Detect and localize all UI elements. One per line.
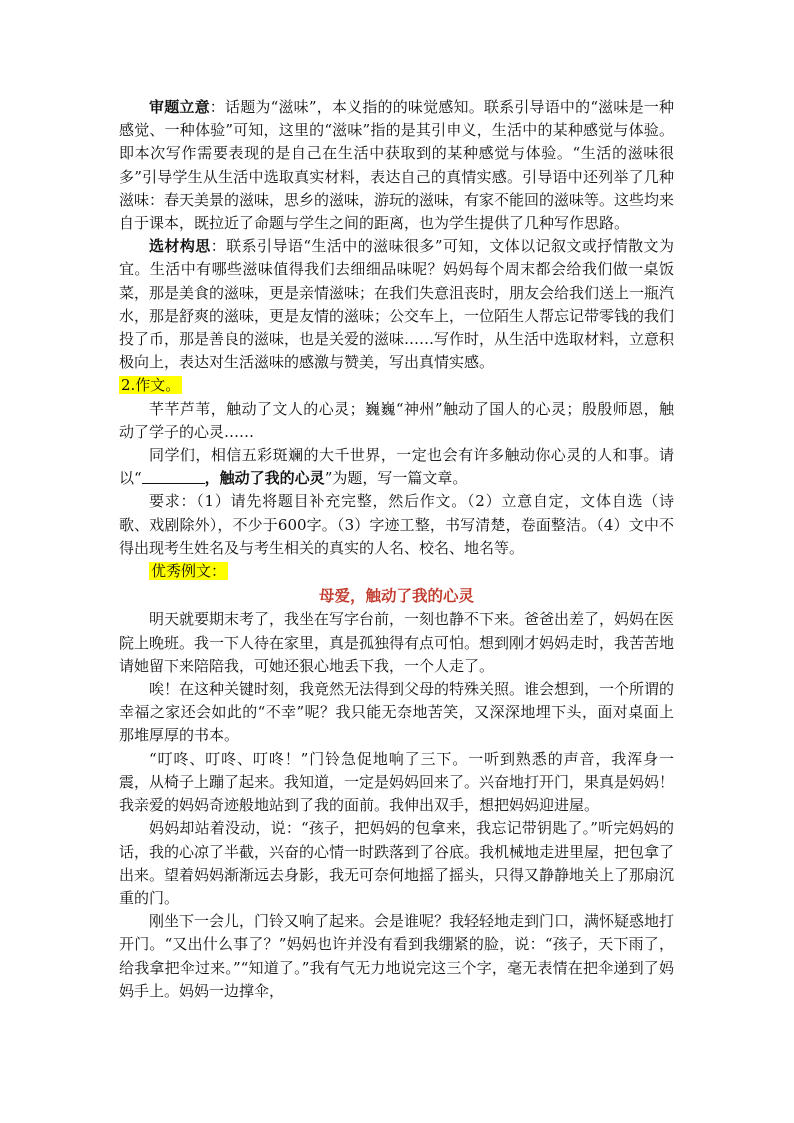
prompt-after: ”为题，写一篇文章。 (324, 469, 468, 488)
essay-paragraph: 唉！在这种关键时刻，我竟然无法得到父母的特殊关照。谁会想到，一个所谓的幸福之家还会如此的“不幸”呢？我只能无奈地苦笑，又深深地埋下头，面对桌面上那堆厚厚的书本。 (119, 680, 675, 745)
prompt-before: 同学们，相信五彩斑斓的大千世界，一定也会有许多触动你心灵的人和事。请以“ (119, 446, 674, 488)
xuancai-text: ：联系引导语“生活中的滋味很多”可知，文体以记叙文或抒情散文为宜。生活中有哪些滋味值得我们去细细品味呢？妈妈每个周末都会给我们做一桌饭菜，那是美食的滋味，更是亲情滋味；在我们失意沮丧时，朋友会给我们送上一瓶汽水，那是舒爽的滋味，更是友情的滋味；公交车上，一位陌生人帮忘记带零钱的我们投了币，那是善良的滋味，也是关爱的滋味……写作时，从生活中选取材料，立意积极向上，表达对生活滋味的感激与赞美，写出真情实感。 (119, 237, 675, 372)
essay-paragraph: 妈妈却站着没动，说：“孩子，把妈妈的包拿来，我忘记带钥匙了。”听完妈妈的话，我的心凉了半截，兴奋的心情一时跌落到了谷底。我机械地走进里屋，把包拿了出来。望着妈妈渐渐远去身影，我无可奈何地摇了摇头，只得又静静地关上了那扇沉重的门。 (119, 819, 675, 907)
shenti-paragraph (119, 96, 674, 235)
section2-requirements: 要求：（1）请先将题目补充完整，然后作文。（2）立意自定，文体自选（诗歌、戏剧除外），不少于600字。（3）字迹工整，书写清楚，卷面整洁。（4）文中不得出现考生姓名及与考生相关的真实的人名、校名、地名等。 (119, 492, 674, 557)
xuancai-paragraph (119, 235, 674, 374)
section2-intro: 芊芊芦苇，触动了文人的心灵；巍巍“神州”触动了国人的心灵；殷殷师恩，触动了学子的心灵…… (119, 399, 674, 441)
essay-paragraph: 明天就要期末考了，我坐在写字台前，一刻也静不下来。爸爸出差了，妈妈在医院上晚班。我一下人待在家里，真是孤独得有点可怕。想到刚才妈妈走时，我苦苦地请她留下来陪陪我，可她还狠心地丢下我，一个人走了。 (119, 610, 675, 675)
section2-heading-line (119, 374, 674, 397)
shenti-label: 审题立意 (149, 98, 210, 116)
xuancai-label: 选材构思 (149, 237, 211, 256)
prompt-title: ，触动了我的心灵 (204, 469, 325, 488)
title-blank (142, 469, 205, 484)
essay-paragraph: “叮咚、叮咚、叮咚！”门铃急促地响了三下。一听到熟悉的声音，我浑身一震，从椅子上蹦了起来。我知道，一定是妈妈回来了。兴奋地打开门，果真是妈妈！我亲爱的妈妈奇迹般地站到了我的面前。我伸出双手，想把妈妈迎进屋。 (119, 749, 675, 815)
example-label: 优秀例文： (151, 562, 227, 581)
essay-paragraph: 刚坐下一会儿，门铃又响了起来。会是谁呢？我轻轻地走到门口，满怀疑惑地打开门。“又出什么事了？”妈妈也许并没有看到我绷紧的脸，说：“孩子，天下雨了，给我拿把伞过来。”“知道了。”我有气无力地说完这三个字，毫无表情在把伞递到了妈妈手上。妈妈一边撑伞， (119, 912, 675, 1000)
section2-prompt (119, 444, 674, 490)
essay-title: 母爱，触动了我的心灵 (318, 586, 474, 606)
example-label-line (119, 560, 674, 583)
shenti-text: ：话题为“滋味”，本义指的的味觉感知。联系引导语中的“滋味是一种感觉、一种体验”可知，这里的“滋味”指的是其引申义，生活中的某种感觉与体验。即本次写作需要表现的是自己在生活中获取到的某种感觉与体验。“生活的滋味很多”引导学生从生活中选取真实材料，表达自己的真情实感。引导语中还列举了几种滋味：春天美景的滋味，思乡的滋味，游玩的滋味，有家不能回的滋味等。这些均来自于课本，既拉近了命题与学生之间的距离，也为学生提供了几种写作思路。 (119, 98, 675, 233)
prompt-title-group (142, 469, 325, 487)
document-page (119, 96, 674, 1003)
section2-heading: 2.作文。 (121, 376, 181, 395)
